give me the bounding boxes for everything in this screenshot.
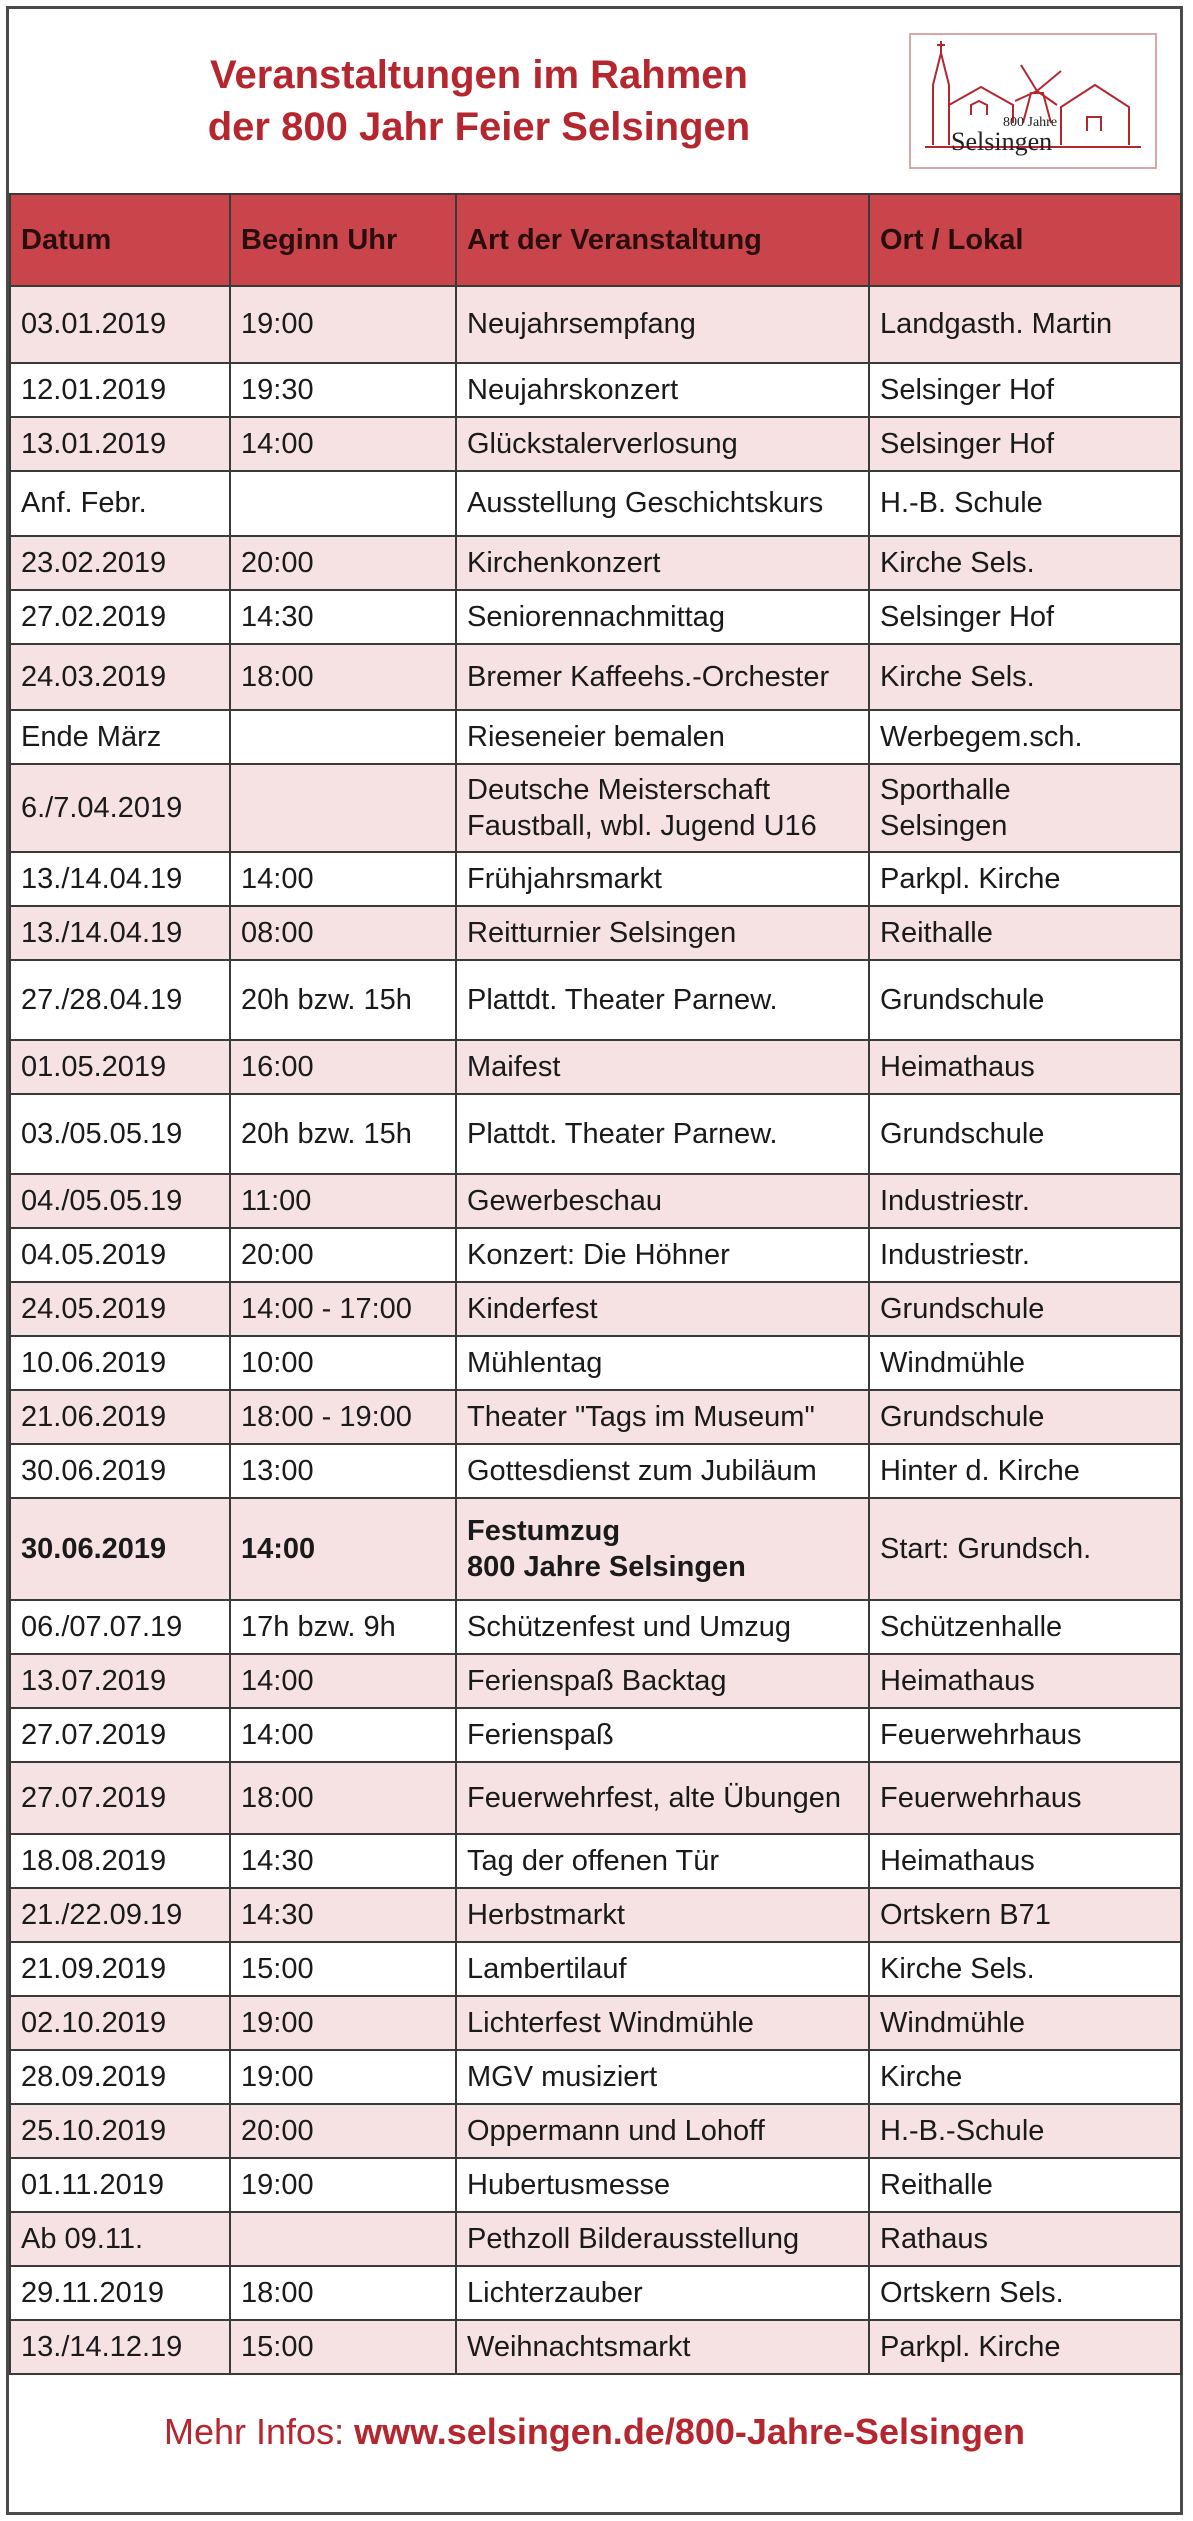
table-row — [10, 960, 1181, 1040]
cell-art: Pethzoll Bilderausstellung — [456, 2212, 869, 2266]
cell-ort: Industriestr. — [869, 1174, 1181, 1228]
table-row — [10, 1654, 1181, 1708]
selsingen-logo — [909, 33, 1157, 169]
table-row — [10, 2320, 1181, 2374]
table-row — [10, 1762, 1181, 1834]
cell-ort: Schützenhalle — [869, 1600, 1181, 1654]
table-header-row — [10, 194, 1181, 286]
cell-datum: 30.06.2019 — [10, 1444, 230, 1498]
cell-ort: Werbegem.sch. — [869, 710, 1181, 764]
table-row-highlight — [10, 1498, 1181, 1600]
cell-art: Mühlentag — [456, 1336, 869, 1390]
cell-ort: Windmühle — [869, 1996, 1181, 2050]
cell-ort: Hinter d. Kirche — [869, 1444, 1181, 1498]
cell-art-line-2: 800 Jahre Selsingen — [467, 1551, 746, 1583]
cell-art: Reitturnier Selsingen — [456, 906, 869, 960]
cell-beginn: 14:00 — [230, 417, 456, 471]
cell-beginn: 18:00 - 19:00 — [230, 1390, 456, 1444]
cell-ort: H.-B.-Schule — [869, 2104, 1181, 2158]
cell-art: Glückstalerverlosung — [456, 417, 869, 471]
table-row — [10, 1888, 1181, 1942]
cell-ort: Reithalle — [869, 2158, 1181, 2212]
table-row — [10, 1444, 1181, 1498]
cell-ort: H.-B. Schule — [869, 471, 1181, 536]
cell-art: Neujahrskonzert — [456, 363, 869, 417]
cell-datum: 29.11.2019 — [10, 2266, 230, 2320]
cell-datum: 27.07.2019 — [10, 1762, 230, 1834]
cell-beginn: 10:00 — [230, 1336, 456, 1390]
table-row — [10, 363, 1181, 417]
footer-info — [9, 2411, 1180, 2453]
table-row — [10, 2266, 1181, 2320]
table-row — [10, 1834, 1181, 1888]
cell-ort: Ortskern Sels. — [869, 2266, 1181, 2320]
cell-ort: Selsinger Hof — [869, 363, 1181, 417]
cell-art: Maifest — [456, 1040, 869, 1094]
cell-datum: 24.05.2019 — [10, 1282, 230, 1336]
cell-datum: 23.02.2019 — [10, 536, 230, 590]
cell-art: Ferienspaß — [456, 1708, 869, 1762]
cell-art: Kirchenkonzert — [456, 536, 869, 590]
cell-beginn — [230, 710, 456, 764]
table-row — [10, 536, 1181, 590]
table-row — [10, 1996, 1181, 2050]
logo-wordmark: Selsingen — [951, 127, 1053, 156]
cell-datum: 02.10.2019 — [10, 1996, 230, 2050]
flyer-frame — [6, 6, 1183, 2515]
table-row — [10, 764, 1181, 852]
cell-art: Kinderfest — [456, 1282, 869, 1336]
cell-art: MGV musiziert — [456, 2050, 869, 2104]
cell-art: Lambertilauf — [456, 1942, 869, 1996]
table-row — [10, 2212, 1181, 2266]
cell-art: Rieseneier bemalen — [456, 710, 869, 764]
cell-art: Bremer Kaffeehs.-Orchester — [456, 644, 869, 710]
cell-beginn: 20h bzw. 15h — [230, 960, 456, 1040]
table-row — [10, 1708, 1181, 1762]
cell-beginn: 18:00 — [230, 644, 456, 710]
cell-ort: Grundschule — [869, 1094, 1181, 1174]
cell-beginn: 14:30 — [230, 590, 456, 644]
cell-datum: 6./7.04.2019 — [10, 764, 230, 852]
cell-ort: Heimathaus — [869, 1040, 1181, 1094]
cell-art: Theater "Tags im Museum" — [456, 1390, 869, 1444]
cell-art-line-2: Faustball, wbl. Jugend U16 — [467, 810, 817, 842]
page-title — [129, 49, 829, 153]
cell-datum: 04.05.2019 — [10, 1228, 230, 1282]
cell-datum: 04./05.05.19 — [10, 1174, 230, 1228]
cell-ort: Selsinger Hof — [869, 590, 1181, 644]
cell-ort: Kirche Sels. — [869, 536, 1181, 590]
cell-ort: Grundschule — [869, 1390, 1181, 1444]
cell-ort: Grundschule — [869, 1282, 1181, 1336]
footer-prefix: Mehr Infos: — [164, 2411, 355, 2452]
cell-ort: Grundschule — [869, 960, 1181, 1040]
cell-beginn: 19:00 — [230, 2050, 456, 2104]
cell-art: Seniorennachmittag — [456, 590, 869, 644]
cell-ort: Ortskern B71 — [869, 1888, 1181, 1942]
table-row — [10, 1282, 1181, 1336]
cell-beginn: 14:00 — [230, 1498, 456, 1600]
cell-beginn: 18:00 — [230, 2266, 456, 2320]
cell-ort: Windmühle — [869, 1336, 1181, 1390]
column-header-ort: Ort / Lokal — [869, 194, 1181, 286]
flyer-header — [9, 9, 1180, 189]
table-row — [10, 2050, 1181, 2104]
table-row — [10, 710, 1181, 764]
cell-datum: 28.09.2019 — [10, 2050, 230, 2104]
cell-ort: Industriestr. — [869, 1228, 1181, 1282]
cell-beginn: 11:00 — [230, 1174, 456, 1228]
table-row — [10, 1228, 1181, 1282]
table-row — [10, 852, 1181, 906]
cell-datum: 06./07.07.19 — [10, 1600, 230, 1654]
cell-datum: Ab 09.11. — [10, 2212, 230, 2266]
cell-art-line-1: Festumzug — [467, 1515, 621, 1547]
events-table — [9, 193, 1182, 2375]
cell-beginn: 14:00 — [230, 852, 456, 906]
cell-art — [456, 1498, 869, 1600]
cell-beginn: 19:00 — [230, 2158, 456, 2212]
cell-art: Konzert: Die Höhner — [456, 1228, 869, 1282]
cell-ort: Feuerwehrhaus — [869, 1762, 1181, 1834]
cell-art-line-1: Deutsche Meisterschaft — [467, 774, 771, 806]
column-header-beginn: Beginn Uhr — [230, 194, 456, 286]
cell-beginn: 19:00 — [230, 1996, 456, 2050]
cell-beginn: 18:00 — [230, 1762, 456, 1834]
cell-art: Gottesdienst zum Jubiläum — [456, 1444, 869, 1498]
cell-art: Ferienspaß Backtag — [456, 1654, 869, 1708]
title-line-1: Veranstaltungen im Rahmen — [210, 53, 748, 97]
table-row — [10, 2104, 1181, 2158]
column-header-art: Art der Veranstaltung — [456, 194, 869, 286]
table-row — [10, 906, 1181, 960]
cell-art: Gewerbeschau — [456, 1174, 869, 1228]
cell-art: Schützenfest und Umzug — [456, 1600, 869, 1654]
cell-art: Tag der offenen Tür — [456, 1834, 869, 1888]
column-header-datum: Datum — [10, 194, 230, 286]
cell-beginn: 19:00 — [230, 286, 456, 363]
table-row — [10, 1336, 1181, 1390]
cell-art: Plattdt. Theater Parnew. — [456, 1094, 869, 1174]
cell-datum: 03.01.2019 — [10, 286, 230, 363]
cell-datum: 12.01.2019 — [10, 363, 230, 417]
cell-art: Neujahrsempfang — [456, 286, 869, 363]
cell-ort: Kirche Sels. — [869, 644, 1181, 710]
cell-art: Frühjahrsmarkt — [456, 852, 869, 906]
footer-website-link[interactable]: www.selsingen.de/800-Jahre-Selsingen — [354, 2411, 1025, 2452]
cell-ort: Reithalle — [869, 906, 1181, 960]
cell-datum: Ende März — [10, 710, 230, 764]
cell-datum: 25.10.2019 — [10, 2104, 230, 2158]
cell-datum: 24.03.2019 — [10, 644, 230, 710]
cell-beginn: 08:00 — [230, 906, 456, 960]
table-row — [10, 1174, 1181, 1228]
cell-beginn: 20:00 — [230, 2104, 456, 2158]
title-line-2: der 800 Jahr Feier Selsingen — [207, 105, 751, 149]
cell-beginn: 14:30 — [230, 1888, 456, 1942]
cell-ort-line-2: Selsingen — [880, 810, 1008, 842]
table-row — [10, 1942, 1181, 1996]
cell-beginn: 15:00 — [230, 1942, 456, 1996]
cell-art: Lichterfest Windmühle — [456, 1996, 869, 2050]
cell-ort: Parkpl. Kirche — [869, 852, 1181, 906]
cell-art: Lichterzauber — [456, 2266, 869, 2320]
cell-datum: 27./28.04.19 — [10, 960, 230, 1040]
cell-ort: Feuerwehrhaus — [869, 1708, 1181, 1762]
cell-ort: Kirche Sels. — [869, 1942, 1181, 1996]
cell-datum: 13./14.04.19 — [10, 852, 230, 906]
cell-beginn: 17h bzw. 9h — [230, 1600, 456, 1654]
cell-datum: 13.01.2019 — [10, 417, 230, 471]
cell-beginn: 14:00 — [230, 1654, 456, 1708]
cell-beginn: 19:30 — [230, 363, 456, 417]
cell-datum: 30.06.2019 — [10, 1498, 230, 1600]
cell-beginn: 20h bzw. 15h — [230, 1094, 456, 1174]
cell-ort — [869, 764, 1181, 852]
table-row — [10, 1600, 1181, 1654]
cell-beginn: 14:30 — [230, 1834, 456, 1888]
cell-datum: 27.02.2019 — [10, 590, 230, 644]
cell-ort: Rathaus — [869, 2212, 1181, 2266]
table-row — [10, 590, 1181, 644]
cell-datum: 13./14.12.19 — [10, 2320, 230, 2374]
cell-beginn: 14:00 — [230, 1708, 456, 1762]
cell-datum: 21./22.09.19 — [10, 1888, 230, 1942]
cell-datum: 21.06.2019 — [10, 1390, 230, 1444]
table-row — [10, 1040, 1181, 1094]
cell-beginn: 13:00 — [230, 1444, 456, 1498]
cell-datum: 01.05.2019 — [10, 1040, 230, 1094]
cell-art: Plattdt. Theater Parnew. — [456, 960, 869, 1040]
cell-beginn: 20:00 — [230, 536, 456, 590]
cell-art: Feuerwehrfest, alte Übungen — [456, 1762, 869, 1834]
cell-ort-line-1: Sporthalle — [880, 774, 1011, 806]
cell-art — [456, 764, 869, 852]
cell-beginn — [230, 764, 456, 852]
cell-beginn — [230, 471, 456, 536]
cell-art: Weihnachtsmarkt — [456, 2320, 869, 2374]
cell-datum: 10.06.2019 — [10, 1336, 230, 1390]
cell-art: Ausstellung Geschichtskurs — [456, 471, 869, 536]
table-row — [10, 1094, 1181, 1174]
cell-datum: 13.07.2019 — [10, 1654, 230, 1708]
cell-beginn: 15:00 — [230, 2320, 456, 2374]
cell-datum: 27.07.2019 — [10, 1708, 230, 1762]
cell-art: Oppermann und Lohoff — [456, 2104, 869, 2158]
cell-beginn — [230, 2212, 456, 2266]
cell-beginn: 20:00 — [230, 1228, 456, 1282]
cell-datum: 03./05.05.19 — [10, 1094, 230, 1174]
cell-ort: Heimathaus — [869, 1834, 1181, 1888]
cell-ort: Heimathaus — [869, 1654, 1181, 1708]
logo-subtitle: 800 Jahre — [1003, 115, 1058, 130]
cell-beginn: 14:00 - 17:00 — [230, 1282, 456, 1336]
cell-ort: Kirche — [869, 2050, 1181, 2104]
cell-art: Hubertusmesse — [456, 2158, 869, 2212]
table-row — [10, 1390, 1181, 1444]
table-row — [10, 471, 1181, 536]
cell-datum: 21.09.2019 — [10, 1942, 230, 1996]
table-row — [10, 644, 1181, 710]
cell-datum: 18.08.2019 — [10, 1834, 230, 1888]
cell-ort: Start: Grundsch. — [869, 1498, 1181, 1600]
cell-datum: 13./14.04.19 — [10, 906, 230, 960]
cell-datum: 01.11.2019 — [10, 2158, 230, 2212]
cell-beginn: 16:00 — [230, 1040, 456, 1094]
cell-datum: Anf. Febr. — [10, 471, 230, 536]
table-row — [10, 286, 1181, 363]
cell-ort: Selsinger Hof — [869, 417, 1181, 471]
cell-ort: Landgasth. Martin — [869, 286, 1181, 363]
table-row — [10, 2158, 1181, 2212]
cell-art: Herbstmarkt — [456, 1888, 869, 1942]
table-row — [10, 417, 1181, 471]
cell-ort: Parkpl. Kirche — [869, 2320, 1181, 2374]
